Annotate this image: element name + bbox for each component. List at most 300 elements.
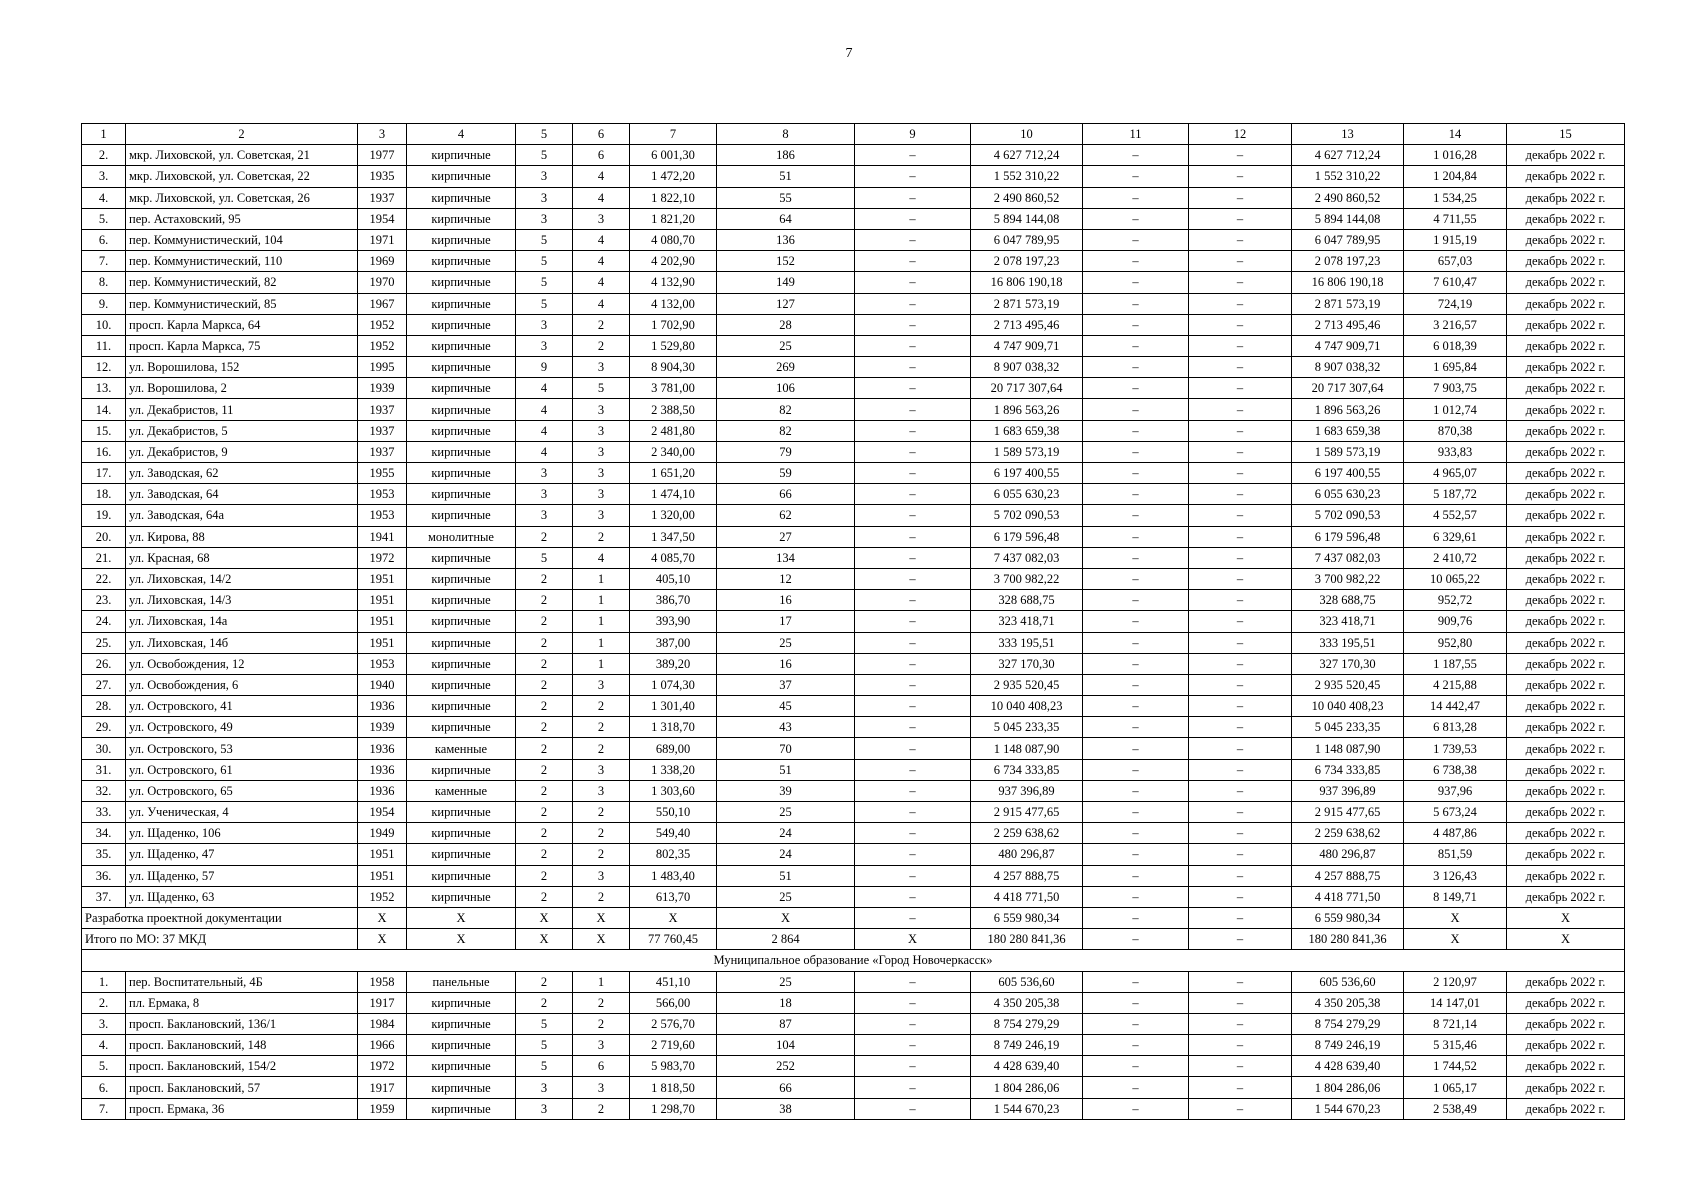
address-cell: ул. Освобождения, 6 [126, 674, 358, 695]
table-cell: декабрь 2022 г. [1507, 886, 1625, 907]
table-cell: – [855, 759, 971, 780]
table-cell: 1 589 573,19 [971, 441, 1083, 462]
table-cell: 3 [516, 1077, 573, 1098]
table-cell: – [1083, 844, 1189, 865]
table-cell: декабрь 2022 г. [1507, 526, 1625, 547]
address-cell: ул. Лиховская, 14/2 [126, 568, 358, 589]
table-cell: – [1189, 335, 1292, 356]
table-cell: 2 [516, 696, 573, 717]
table-cell: 1 744,52 [1404, 1056, 1507, 1077]
address-cell: ул. Ворошилова, 152 [126, 357, 358, 378]
table-cell: – [1189, 1056, 1292, 1077]
table-cell: – [855, 717, 971, 738]
table-cell: кирпичные [407, 1013, 516, 1034]
table-cell: 3 126,43 [1404, 865, 1507, 886]
table-row [82, 780, 1625, 801]
table-cell: – [855, 992, 971, 1013]
table-cell: 3 [516, 208, 573, 229]
table-cell: 1 298,70 [630, 1098, 717, 1119]
table-row [82, 568, 1625, 589]
table-cell: декабрь 2022 г. [1507, 971, 1625, 992]
table-cell: – [1189, 907, 1292, 928]
table-cell: 1 683 659,38 [1292, 420, 1404, 441]
table-cell: – [1083, 505, 1189, 526]
table-cell: 1984 [358, 1013, 407, 1034]
table-cell: 5 894 144,08 [971, 208, 1083, 229]
address-cell: пер. Коммунистический, 110 [126, 251, 358, 272]
table-cell: 1967 [358, 293, 407, 314]
table-cell: 724,19 [1404, 293, 1507, 314]
table-cell: 5 702 090,53 [1292, 505, 1404, 526]
table-cell: 2 871 573,19 [971, 293, 1083, 314]
address-cell: просп. Карла Маркса, 75 [126, 335, 358, 356]
table-cell: 32. [82, 780, 126, 801]
table-cell: 6 [573, 1056, 630, 1077]
table-cell: декабрь 2022 г. [1507, 272, 1625, 293]
table-row [82, 208, 1625, 229]
table-cell: декабрь 2022 г. [1507, 1077, 1625, 1098]
table-cell: 2 [573, 717, 630, 738]
table-cell: 1 303,60 [630, 780, 717, 801]
table-cell: кирпичные [407, 674, 516, 695]
table-cell: 2 935 520,45 [1292, 674, 1404, 695]
table-cell: 37 [717, 674, 855, 695]
table-cell: – [1189, 484, 1292, 505]
table-cell: – [1189, 992, 1292, 1013]
table-cell: 4 215,88 [1404, 674, 1507, 695]
table-cell: 34. [82, 823, 126, 844]
table-cell: 1936 [358, 696, 407, 717]
table-cell: 480 296,87 [971, 844, 1083, 865]
table-cell: 8 907 038,32 [971, 357, 1083, 378]
table-cell: 12. [82, 357, 126, 378]
table-cell: 21. [82, 547, 126, 568]
table-cell: – [1189, 314, 1292, 335]
table-cell: X [407, 929, 516, 950]
table-cell: 25 [717, 802, 855, 823]
table-cell: кирпичные [407, 865, 516, 886]
table-row [82, 590, 1625, 611]
table-cell: 2 [516, 865, 573, 886]
table-cell: – [855, 907, 971, 928]
table-cell: – [1083, 463, 1189, 484]
table-cell: 4 257 888,75 [1292, 865, 1404, 886]
table-cell: 2 [516, 590, 573, 611]
table-cell: – [855, 1013, 971, 1034]
table-cell: 4 428 639,40 [1292, 1056, 1404, 1077]
table-cell: кирпичные [407, 251, 516, 272]
table-cell: 4 [573, 251, 630, 272]
table-cell: 2 078 197,23 [971, 251, 1083, 272]
table-cell: декабрь 2022 г. [1507, 187, 1625, 208]
table-cell: – [1189, 441, 1292, 462]
table-cell: 4 [516, 441, 573, 462]
table-cell: декабрь 2022 г. [1507, 145, 1625, 166]
design-docs-row [82, 907, 1625, 928]
table-cell: 5 [516, 1013, 573, 1034]
table-cell: 1 822,10 [630, 187, 717, 208]
table-cell: 4 132,90 [630, 272, 717, 293]
table-cell: – [1189, 802, 1292, 823]
table-cell: – [1083, 907, 1189, 928]
table-cell: – [1189, 971, 1292, 992]
table-cell: 3 781,00 [630, 378, 717, 399]
table-cell: декабрь 2022 г. [1507, 844, 1625, 865]
table-cell: 4 627 712,24 [1292, 145, 1404, 166]
table-cell: – [1189, 547, 1292, 568]
table-cell: 7. [82, 1098, 126, 1119]
table-cell: кирпичные [407, 399, 516, 420]
table-cell: 333 195,51 [1292, 632, 1404, 653]
table-cell: 4 965,07 [1404, 463, 1507, 484]
table-cell: 566,00 [630, 992, 717, 1013]
table-cell: кирпичные [407, 187, 516, 208]
table-cell: 28. [82, 696, 126, 717]
table-cell: декабрь 2022 г. [1507, 420, 1625, 441]
table-cell: 2 [516, 568, 573, 589]
table-cell: 106 [717, 378, 855, 399]
table-cell: – [1083, 929, 1189, 950]
table-cell: – [1189, 145, 1292, 166]
table-cell: 24. [82, 611, 126, 632]
table-cell: 6 055 630,23 [971, 484, 1083, 505]
table-cell: – [1083, 378, 1189, 399]
table-cell: 1939 [358, 717, 407, 738]
table-cell: 6. [82, 229, 126, 250]
address-cell: ул. Ворошилова, 2 [126, 378, 358, 399]
table-cell: – [1083, 208, 1189, 229]
table-cell: 6 055 630,23 [1292, 484, 1404, 505]
column-number-cell: 10 [971, 124, 1083, 145]
table-row [82, 505, 1625, 526]
table-cell: 2 [516, 780, 573, 801]
table-cell: – [855, 293, 971, 314]
table-row [82, 844, 1625, 865]
table-row [82, 357, 1625, 378]
table-cell: 327 170,30 [971, 653, 1083, 674]
table-cell: 5 [516, 272, 573, 293]
table-cell: кирпичные [407, 208, 516, 229]
table-cell: 1 065,17 [1404, 1077, 1507, 1098]
table-cell: – [1083, 823, 1189, 844]
table-cell: 451,10 [630, 971, 717, 992]
table-cell: 4 [516, 420, 573, 441]
table-cell: – [1189, 1035, 1292, 1056]
table-cell: 4 [573, 229, 630, 250]
section-title: Муниципальное образование «Город Новочеркасск» [82, 950, 1625, 971]
table-cell: кирпичные [407, 1098, 516, 1119]
table-cell: 29. [82, 717, 126, 738]
table-cell: 15. [82, 420, 126, 441]
table-cell: 1977 [358, 145, 407, 166]
table-cell: – [1083, 971, 1189, 992]
table-cell: 1 [573, 590, 630, 611]
table-cell: 3 [573, 1035, 630, 1056]
table-cell: 51 [717, 865, 855, 886]
table-cell: – [1189, 568, 1292, 589]
table-cell: декабрь 2022 г. [1507, 229, 1625, 250]
table-cell: 4 [516, 378, 573, 399]
table-cell: 8 749 246,19 [1292, 1035, 1404, 1056]
table-cell: 5 187,72 [1404, 484, 1507, 505]
table-cell: декабрь 2022 г. [1507, 208, 1625, 229]
table-cell: 1941 [358, 526, 407, 547]
table-cell: 5 [516, 293, 573, 314]
table-cell: 1 552 310,22 [1292, 166, 1404, 187]
table-row [82, 314, 1625, 335]
total-row [82, 929, 1625, 950]
table-cell: 952,80 [1404, 632, 1507, 653]
table-cell: 186 [717, 145, 855, 166]
table-cell: 2 [516, 759, 573, 780]
table-cell: – [1083, 1077, 1189, 1098]
column-number-row [82, 124, 1625, 145]
table-cell: 8 907 038,32 [1292, 357, 1404, 378]
table-cell: 2 [573, 886, 630, 907]
table-cell: 3 700 982,22 [1292, 568, 1404, 589]
table-cell: X [358, 907, 407, 928]
table-cell: 45 [717, 696, 855, 717]
table-cell: 393,90 [630, 611, 717, 632]
table-cell: 4 747 909,71 [971, 335, 1083, 356]
address-cell: просп. Карла Маркса, 64 [126, 314, 358, 335]
table-cell: – [855, 526, 971, 547]
column-number-cell: 5 [516, 124, 573, 145]
table-row [82, 992, 1625, 1013]
table-cell: 1954 [358, 208, 407, 229]
table-cell: 82 [717, 399, 855, 420]
table-cell: кирпичные [407, 229, 516, 250]
table-cell: 7 610,47 [1404, 272, 1507, 293]
table-cell: 4 487,86 [1404, 823, 1507, 844]
table-cell: 152 [717, 251, 855, 272]
table-cell: – [855, 463, 971, 484]
table-cell: 5. [82, 1056, 126, 1077]
table-cell: 2 [573, 992, 630, 1013]
table-cell: – [1083, 166, 1189, 187]
table-cell: – [855, 441, 971, 462]
table-cell: кирпичные [407, 568, 516, 589]
table-cell: 10. [82, 314, 126, 335]
table-cell: 12 [717, 568, 855, 589]
table-cell: 11. [82, 335, 126, 356]
table-cell: X [573, 929, 630, 950]
table-cell: 4 132,00 [630, 293, 717, 314]
table-cell: декабрь 2022 г. [1507, 611, 1625, 632]
table-cell: 3 [573, 441, 630, 462]
table-row [82, 187, 1625, 208]
table-cell: 55 [717, 187, 855, 208]
table-row [82, 272, 1625, 293]
table-cell: 4 085,70 [630, 547, 717, 568]
table-cell: 937,96 [1404, 780, 1507, 801]
table-cell: 5 [516, 251, 573, 272]
table-cell: – [1189, 738, 1292, 759]
address-cell: ул. Островского, 49 [126, 717, 358, 738]
table-cell: 3 [573, 780, 630, 801]
table-cell: 4 [516, 399, 573, 420]
table-cell: – [855, 696, 971, 717]
table-cell: 2 [573, 1013, 630, 1034]
table-cell: 1 589 573,19 [1292, 441, 1404, 462]
table-cell: – [1189, 632, 1292, 653]
table-cell: – [1189, 463, 1292, 484]
table-cell: 4 350 205,38 [971, 992, 1083, 1013]
table-cell: – [855, 568, 971, 589]
table-cell: 10 040 408,23 [971, 696, 1083, 717]
table-cell: 1 301,40 [630, 696, 717, 717]
table-cell: 64 [717, 208, 855, 229]
table-cell: 2 871 573,19 [1292, 293, 1404, 314]
table-cell: декабрь 2022 г. [1507, 505, 1625, 526]
table-cell: 2 [516, 653, 573, 674]
table-cell: X [516, 907, 573, 928]
table-cell: 6 559 980,34 [971, 907, 1083, 928]
table-cell: 3 [573, 399, 630, 420]
address-cell: ул. Лиховская, 14б [126, 632, 358, 653]
table-cell: 1 347,50 [630, 526, 717, 547]
table-cell: 1 [573, 632, 630, 653]
table-cell: декабрь 2022 г. [1507, 759, 1625, 780]
table-cell: панельные [407, 971, 516, 992]
column-number-cell: 7 [630, 124, 717, 145]
table-row [82, 463, 1625, 484]
table-cell: декабрь 2022 г. [1507, 568, 1625, 589]
table-cell: – [855, 971, 971, 992]
table-cell: 1 804 286,06 [971, 1077, 1083, 1098]
table-cell: 5 [573, 378, 630, 399]
table-cell: 6 559 980,34 [1292, 907, 1404, 928]
table-cell: 1 544 670,23 [971, 1098, 1083, 1119]
table-cell: – [855, 484, 971, 505]
table-row [82, 1056, 1625, 1077]
table-cell: 2 [573, 526, 630, 547]
table-cell: 31. [82, 759, 126, 780]
table-cell: 6 001,30 [630, 145, 717, 166]
table-row [82, 717, 1625, 738]
table-cell: 1937 [358, 187, 407, 208]
table-cell: 4. [82, 187, 126, 208]
table-row [82, 738, 1625, 759]
table-row [82, 802, 1625, 823]
table-cell: 5 [516, 145, 573, 166]
table-cell: 27 [717, 526, 855, 547]
table-cell: кирпичные [407, 420, 516, 441]
table-cell: кирпичные [407, 378, 516, 399]
table-cell: – [855, 166, 971, 187]
table-cell: – [855, 653, 971, 674]
table-cell: 2 410,72 [1404, 547, 1507, 568]
table-cell: 1 204,84 [1404, 166, 1507, 187]
table-cell: 3 [573, 505, 630, 526]
address-cell: ул. Щаденко, 63 [126, 886, 358, 907]
table-cell: 1 544 670,23 [1292, 1098, 1404, 1119]
table-cell: 4 [573, 293, 630, 314]
table-cell: – [1189, 1098, 1292, 1119]
table-cell: – [855, 738, 971, 759]
table-cell: – [855, 823, 971, 844]
table-cell: 6. [82, 1077, 126, 1098]
table-cell: 2 [516, 526, 573, 547]
table-cell: 405,10 [630, 568, 717, 589]
table-cell: 2 [516, 632, 573, 653]
table-cell: 1 896 563,26 [971, 399, 1083, 420]
table-cell: 66 [717, 484, 855, 505]
table-cell: – [1189, 251, 1292, 272]
table-cell: 4 080,70 [630, 229, 717, 250]
table-cell: – [1189, 357, 1292, 378]
table-cell: X [573, 907, 630, 928]
table-cell: 1 [573, 568, 630, 589]
table-cell: 613,70 [630, 886, 717, 907]
table-cell: 1 012,74 [1404, 399, 1507, 420]
table-cell: 1 320,00 [630, 505, 717, 526]
table-row [82, 166, 1625, 187]
column-number-cell: 4 [407, 124, 516, 145]
address-cell: просп. Баклановский, 57 [126, 1077, 358, 1098]
table-cell: – [1189, 886, 1292, 907]
table-cell: – [855, 886, 971, 907]
table-cell: 51 [717, 759, 855, 780]
table-cell: – [855, 780, 971, 801]
table-cell: – [1189, 420, 1292, 441]
table-cell: 134 [717, 547, 855, 568]
table-cell: 23. [82, 590, 126, 611]
table-cell: 1 915,19 [1404, 229, 1507, 250]
table-cell: 2 713 495,46 [1292, 314, 1404, 335]
table-cell: 20 717 307,64 [971, 378, 1083, 399]
table-cell: 1937 [358, 399, 407, 420]
table-cell: 1953 [358, 505, 407, 526]
table-cell: – [1189, 929, 1292, 950]
address-cell: просп. Баклановский, 148 [126, 1035, 358, 1056]
table-cell: 3 [516, 187, 573, 208]
table-cell: – [1083, 547, 1189, 568]
table-cell: кирпичные [407, 1077, 516, 1098]
table-cell: монолитные [407, 526, 516, 547]
table-cell: – [855, 505, 971, 526]
table-cell: 389,20 [630, 653, 717, 674]
table-cell: 1 [573, 971, 630, 992]
table-cell: – [1083, 293, 1189, 314]
table-cell: 2 [573, 335, 630, 356]
table-cell: 33. [82, 802, 126, 823]
table-row [82, 335, 1625, 356]
table-cell: декабрь 2022 г. [1507, 293, 1625, 314]
table-cell: 3 216,57 [1404, 314, 1507, 335]
table-cell: 16 [717, 590, 855, 611]
table-cell: 2 [516, 738, 573, 759]
table-cell: 2 [516, 611, 573, 632]
table-row [82, 759, 1625, 780]
table-row [82, 611, 1625, 632]
table-cell: – [1083, 590, 1189, 611]
table-cell: 1 821,20 [630, 208, 717, 229]
table-cell: – [1083, 696, 1189, 717]
table-cell: 149 [717, 272, 855, 293]
table-cell: декабрь 2022 г. [1507, 992, 1625, 1013]
table-cell: 937 396,89 [1292, 780, 1404, 801]
column-number-cell: 9 [855, 124, 971, 145]
table-cell: 1. [82, 971, 126, 992]
table-row [82, 378, 1625, 399]
table-cell: 328 688,75 [1292, 590, 1404, 611]
table-cell: – [1083, 335, 1189, 356]
address-cell: ул. Красная, 68 [126, 547, 358, 568]
table-cell: 1 338,20 [630, 759, 717, 780]
table-cell: – [1083, 251, 1189, 272]
table-cell: – [855, 272, 971, 293]
